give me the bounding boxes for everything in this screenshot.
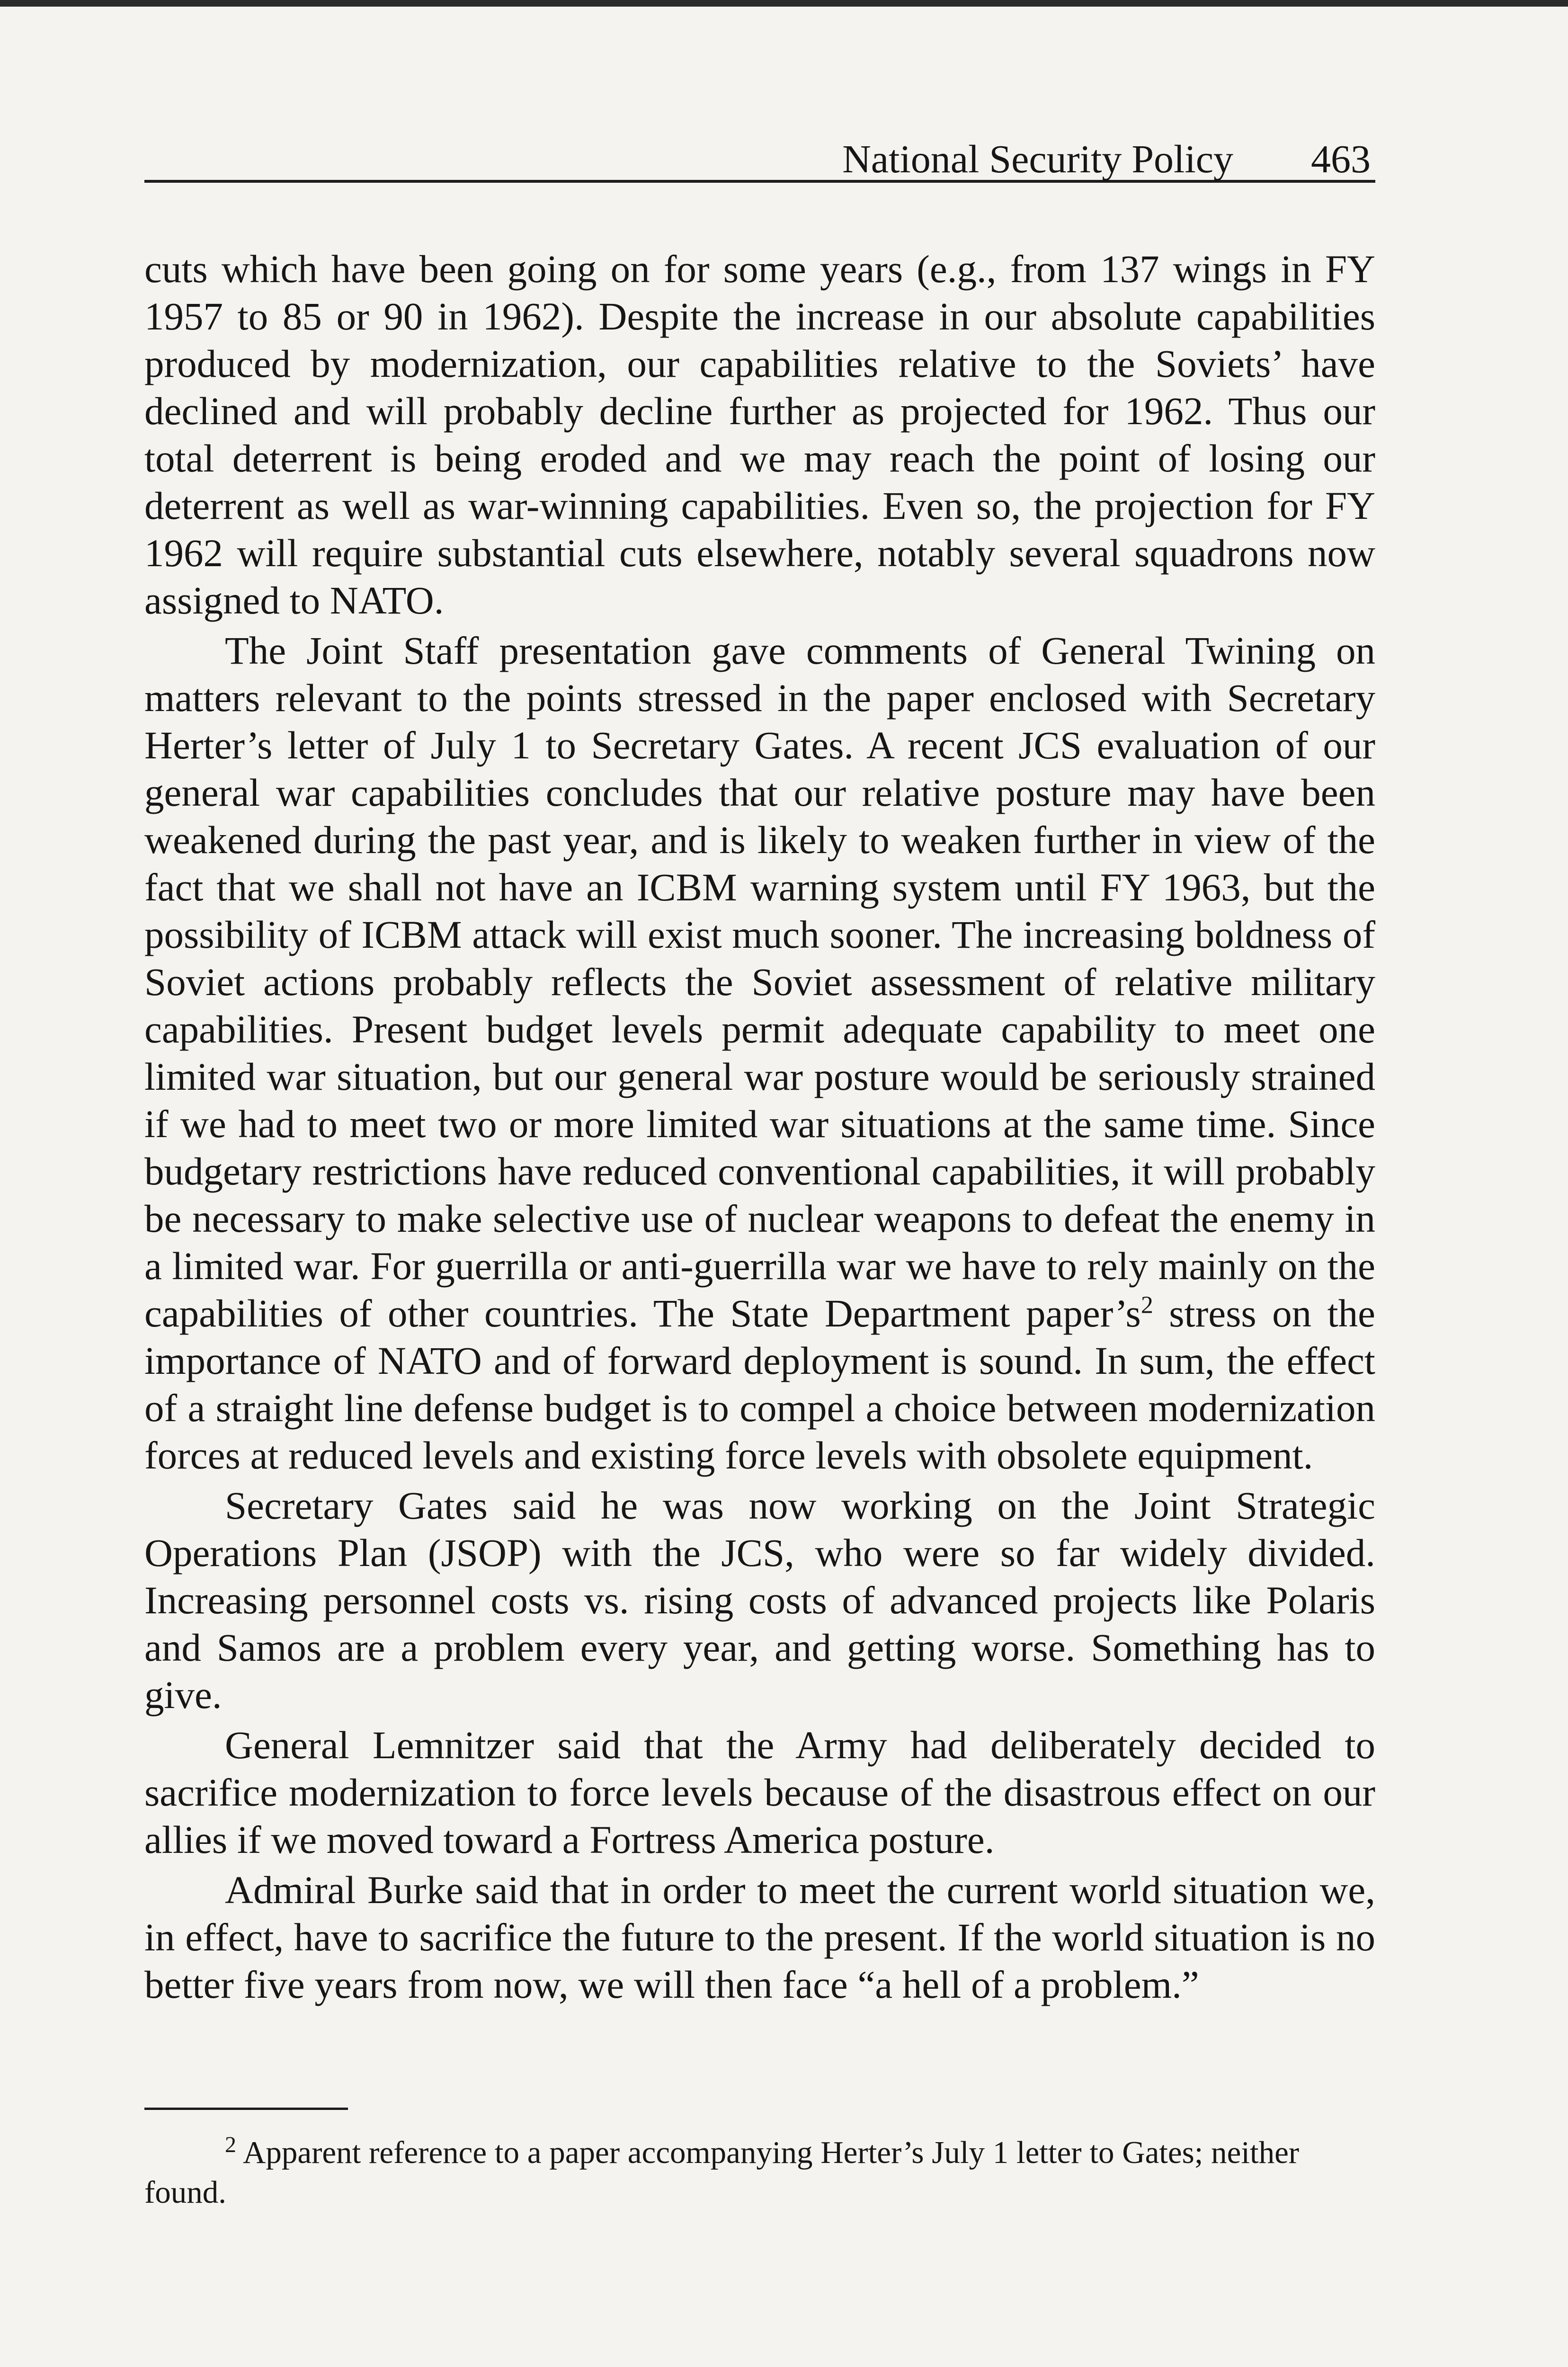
footnote-divider (144, 2108, 348, 2110)
running-head (144, 128, 1375, 183)
paragraph-3: Secretary Gates said he was now working on the Joint Strategic Operations Plan (JSOP) with the JCS, who were so far widely divided. Increasing personnel costs vs. rising costs of advanced projects like Polaris and Samos are a problem every year, and getting worse. Something has to give. (144, 1484, 1375, 1717)
footnote-text: Apparent reference to a paper accompanying Herter’s July 1 letter to Gates; neither found. (144, 2135, 1300, 2210)
paragraph-2 (144, 627, 1375, 1479)
paragraph-2-part-2: stress on the importance of NATO and of forward deployment is sound. In sum, the effect of a straight line defense budget is to compel a choice between modernization forces at reduced levels and existing force levels with obsolete equipment. (144, 1291, 1375, 1477)
paragraph-2-part-1: The Joint Staff presentation gave comments of General Twining on matters relevant to the points stressed in the paper enclosed with Secretary Herter’s letter of July 1 to Secretary Gates. A recent JCS evaluation of our general war capabilities concludes that our relative posture may have been weakened during the past year, and is likely to weaken further in view of the fact that we shall not have an ICBM warning system until FY 1963, but the possibility of ICBM attack will exist much sooner. The increasing boldness of Soviet actions probably reflects the Soviet assessment of relative military capabilities. Present budget levels permit adequate capability to meet one limited war situation, but our general war posture would be seriously strained if we had to meet two or more limited war situations at the same time. Since budgetary restrictions have reduced conventional capabilities, it will probably be necessary to make selective use of nuclear weapons to defeat the enemy in a limited war. For guerrilla or anti-guerrilla war we have to rely mainly on the capabilities of other countries. The State Department paper’s (144, 629, 1375, 1335)
body-text (144, 245, 1375, 2008)
footnote-reference[interactable]: 2 (1140, 1291, 1153, 1319)
footnote (144, 2133, 1375, 2212)
running-title: National Security Policy (842, 137, 1233, 181)
footnote-number: 2 (225, 2132, 236, 2157)
page-top-edge (0, 0, 1568, 7)
book-page (144, 128, 1375, 2212)
page-number: 463 (1311, 137, 1371, 181)
paragraph-5: Admiral Burke said that in order to meet the current world situation we, in effect, have to sacrifice the future to the present. If the world situation is no better five years from now, we will then face “a hell of a problem.” (144, 1868, 1375, 2006)
paragraph-4: General Lemnitzer said that the Army had deliberately decided to sacrifice modernization to force levels because of the disastrous effect on our allies if we moved toward a Fortress America posture. (144, 1723, 1375, 1861)
paragraph-1: cuts which have been going on for some years (e.g., from 137 wings in FY 1957 to 85 or 90 in 1962). Despite the increase in our absolute capabilities produced by modernization, our capabilities relative to the Soviets’ have declined and will probably decline further as projected for 1962. Thus our total deterrent is being eroded and we may reach the point of losing our deterrent as well as war-winning capabilities. Even so, the projection for FY 1962 will require substantial cuts elsewhere, notably several squadrons now assigned to NATO. (144, 247, 1375, 622)
